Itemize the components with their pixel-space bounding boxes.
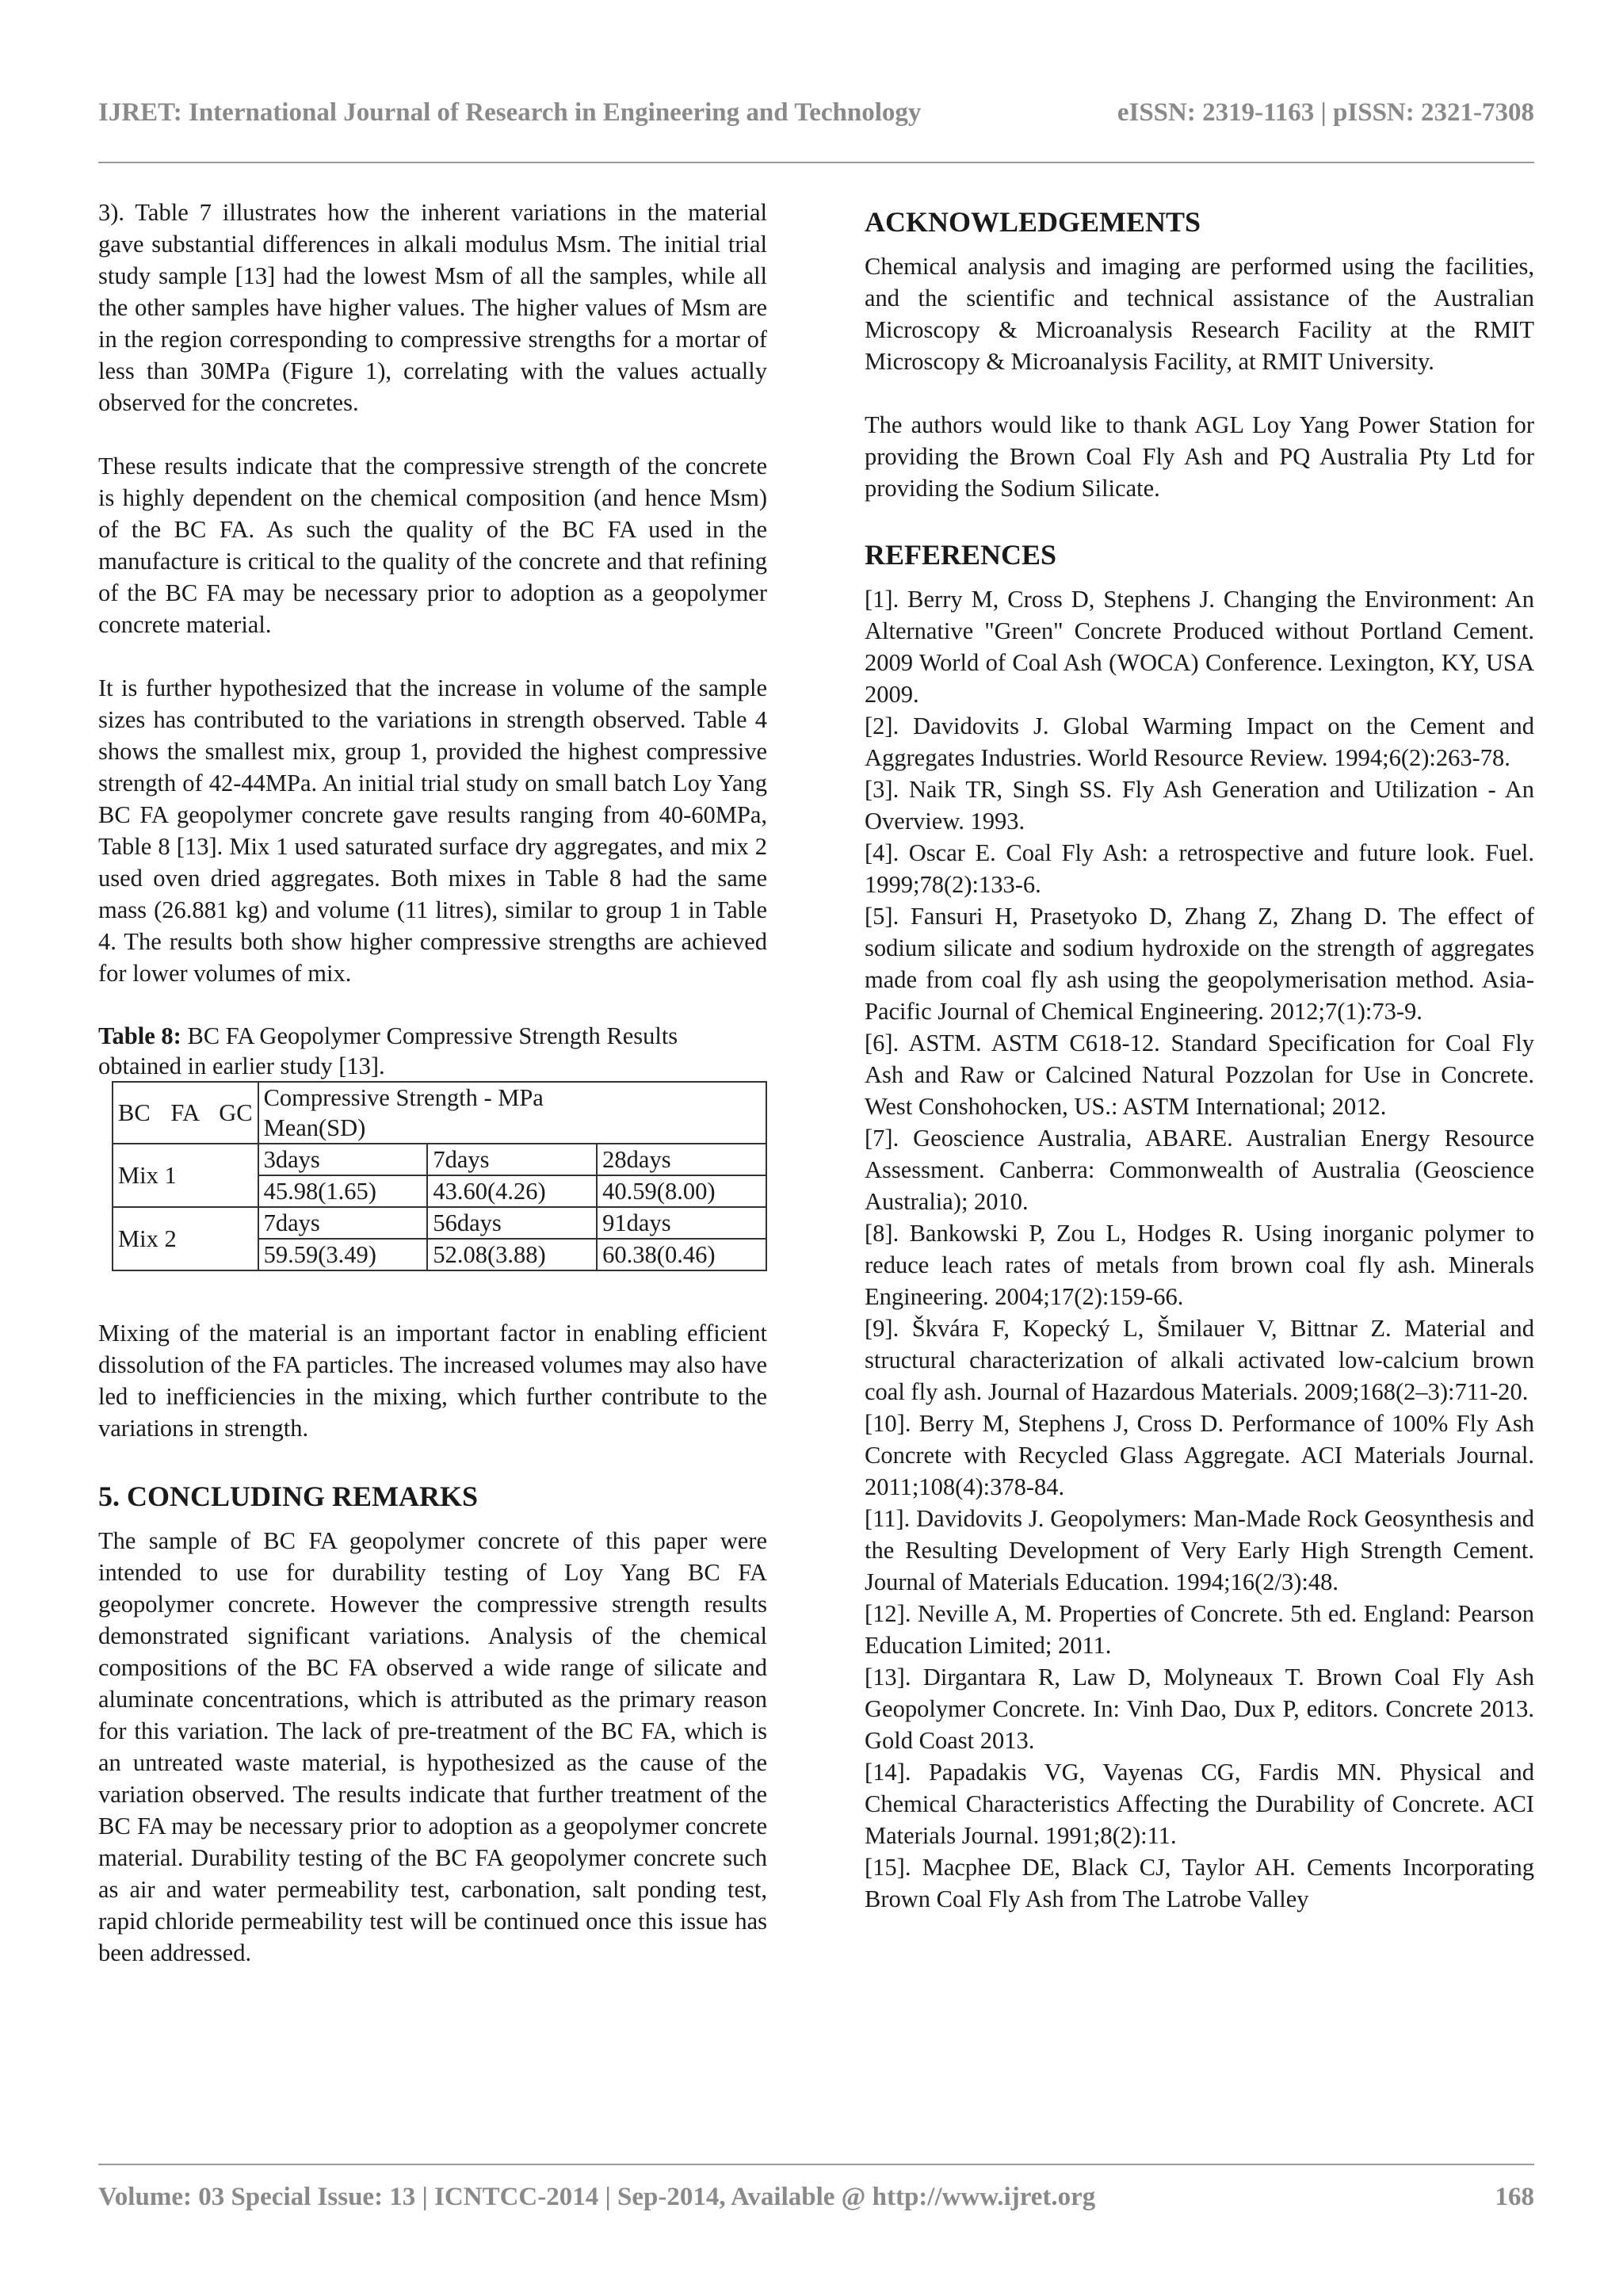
reference-item: [8]. Bankowski P, Zou L, Hodges R. Using inorganic polymer to reduce leach rates of metals from brown coal fly ash. Minerals Engineering. 2004;17(2):159-66.	[865, 1220, 1534, 1310]
reference-item: [1]. Berry M, Cross D, Stephens J. Changing the Environment: An Alternative "Green" Concrete Produced without Portland Cement. 2009 World of Coal Ash (WOCA) Conference. Lexington, KY, USA 2009.	[865, 586, 1534, 708]
mix2-label: Mix 2	[113, 1207, 258, 1270]
strength-table	[112, 1081, 767, 1271]
table-cell: 7days	[427, 1144, 597, 1175]
reference-item: [11]. Davidovits J. Geopolymers: Man-Made Rock Geosynthesis and the Resulting Development of Very Early High Strength Cement. Journal of Materials Education. 1994;16(2/3):48.	[865, 1505, 1534, 1595]
issn: eISSN: 2319-1163 | pISSN: 2321-7308	[1117, 98, 1534, 127]
table-cell: 56days	[427, 1207, 597, 1239]
left-column	[98, 197, 767, 1969]
reference-item: [4]. Oscar E. Coal Fly Ash: a retrospective and future look. Fuel. 1999;78(2):133-6.	[865, 839, 1534, 898]
section-heading-concluding: 5. CONCLUDING REMARKS	[98, 1480, 479, 1512]
table-cell: 7days	[258, 1207, 428, 1239]
footer-volume: Volume: 03 Special Issue: 13 | ICNTCC-2014 | Sep-2014, Available @ http://www.ijret.org	[98, 2183, 1096, 2211]
reference-item: [3]. Naik TR, Singh SS. Fly Ash Generation and Utilization - An Overview. 1993.	[865, 776, 1534, 835]
table-cell: 52.08(3.88)	[427, 1239, 597, 1270]
reference-item: [14]. Papadakis VG, Vayenas CG, Fardis MN. Physical and Chemical Characteristics Affecting the Durability of Concrete. ACI Materials Journal. 1991;8(2):11.	[865, 1759, 1534, 1849]
table-caption-line2: obtained in earlier study [13].	[98, 1052, 385, 1079]
paragraph: Mixing of the material is an important factor in enabling efficient dissolution of the FA particles. The increased volumes may also have led to inefficiencies in the mixing, which further contribute to the variations in strength.	[98, 1320, 767, 1442]
table-cell: 60.38(0.46)	[597, 1239, 766, 1270]
table-caption-text: BC FA Geopolymer Compressive Strength Results	[187, 1022, 678, 1049]
reference-item: [6]. ASTM. ASTM C618-12. Standard Specification for Coal Fly Ash and Raw or Calcined Natural Pozzolan for Use in Concrete. West Conshohocken, US.: ASTM International; 2012.	[865, 1030, 1534, 1120]
table-cell: 3days	[258, 1144, 428, 1175]
footer-rule	[98, 2164, 1534, 2165]
reference-item: [10]. Berry M, Stephens J, Cross D. Performance of 100% Fly Ash Concrete with Recycled Glass Aggregate. ACI Materials Journal. 2011;108(4):378-84.	[865, 1410, 1534, 1500]
paragraph: 3). Table 7 illustrates how the inherent variations in the material gave substantial differences in alkali modulus Msm. The initial trial study sample [13] had the lowest Msm of all the samples, while all the other samples have higher values. The higher values of Msm are in the region corresponding to compressive strengths for a mortar of less than 30MPa (Figure 1), correlating with the values actually observed for the concretes.	[98, 199, 767, 416]
table-head-group: BC FA GC	[113, 1082, 258, 1144]
reference-item: [7]. Geoscience Australia, ABARE. Australian Energy Resource Assessment. Canberra: Commonwealth of Australia (Geoscience Australia); 2010.	[865, 1125, 1534, 1215]
table-head-strength: Compressive Strength - MPa Mean(SD)	[258, 1082, 766, 1144]
reference-list	[865, 583, 1534, 1915]
table-cell: 43.60(4.26)	[427, 1175, 597, 1207]
reference-item: [2]. Davidovits J. Global Warming Impact on the Cement and Aggregates Industries. World Resource Review. 1994;6(2):263-78.	[865, 712, 1534, 771]
table-caption-label: Table 8:	[98, 1022, 181, 1049]
table-cell: 91days	[597, 1207, 766, 1239]
table-cell: 40.59(8.00)	[597, 1175, 766, 1207]
reference-item: [13]. Dirgantara R, Law D, Molyneaux T. Brown Coal Fly Ash Geopolymer Concrete. In: Vinh Dao, Dux P, editors. Concrete 2013. Gold Coast 2013.	[865, 1664, 1534, 1754]
header-rule	[98, 162, 1534, 163]
right-column	[865, 197, 1534, 1915]
paragraph: The sample of BC FA geopolymer concrete of this paper were intended to use for durability testing of Loy Yang BC FA geopolymer concrete. However the compressive strength results demonstrated significant variations. Analysis of the chemical compositions of the BC FA observed a wide range of silicate and aluminate concentrations, which is attributed as the primary reason for this variation. The lack of pre-treatment of the BC FA, which is an untreated waste material, is hypothesized as the cause of the variation observed. The results indicate that further treatment of the BC FA may be necessary prior to adoption as a geopolymer concrete material. Durability testing of the BC FA geopolymer concrete such as air and water permeability test, carbonation, salt ponding test, rapid chloride permeability test will be continued once this issue has been addressed.	[98, 1527, 767, 1966]
reference-item: [9]. Škvára F, Kopecký L, Šmilauer V, Bittnar Z. Material and structural characterization of alkali activated low-calcium brown coal fly ash. Journal of Hazardous Materials. 2009;168(2–3):711-20.	[865, 1315, 1534, 1405]
paragraph: It is further hypothesized that the increase in volume of the sample sizes has contributed to the variations in strength observed. Table 4 shows the smallest mix, group 1, provided the highest compressive strength of 42-44MPa. An initial trial study on small batch Loy Yang BC FA geopolymer concrete gave results ranging from 40-60MPa, Table 8 [13]. Mix 1 used saturated surface dry aggregates, and mix 2 used oven dried aggregates. Both mixes in Table 8 had the same mass (26.881 kg) and volume (11 litres), similar to group 1 in Table 4. The results both show higher compressive strengths are achieved for lower volumes of mix.	[98, 674, 767, 987]
reference-item: [15]. Macphee DE, Black CJ, Taylor AH. Cements Incorporating Brown Coal Fly Ash from The Latrobe Valley	[865, 1854, 1534, 1912]
table-cell: 45.98(1.65)	[258, 1175, 428, 1207]
paragraph: Chemical analysis and imaging are performed using the facilities, and the scientific and technical assistance of the Australian Microscopy & Microanalysis Research Facility at the RMIT Microscopy & Microanalysis Facility, at RMIT University.	[865, 253, 1534, 375]
reference-item: [12]. Neville A, M. Properties of Concrete. 5th ed. England: Pearson Education Limited; 2011.	[865, 1600, 1534, 1659]
table-cell: 28days	[597, 1144, 766, 1175]
journal-title: IJRET: International Journal of Research in Engineering and Technology	[98, 98, 922, 127]
section-heading-references: REFERENCES	[865, 539, 1057, 571]
paragraph: The authors would like to thank AGL Loy Yang Power Station for providing the Brown Coal Fly Ash and PQ Australia Pty Ltd for providing the Sodium Silicate.	[865, 411, 1534, 502]
page-number: 168	[1495, 2183, 1534, 2211]
table-cell: 59.59(3.49)	[258, 1239, 428, 1270]
mix1-label: Mix 1	[113, 1144, 258, 1207]
reference-item: [5]. Fansuri H, Prasetyoko D, Zhang Z, Zhang D. The effect of sodium silicate and sodium hydroxide on the strength of aggregates made from coal fly ash using the geopolymerisation method. Asia-Pacific Journal of Chemical Engineering. 2012;7(1):73-9.	[865, 903, 1534, 1025]
table-caption	[98, 1021, 767, 1081]
section-heading-acknowledgements: ACKNOWLEDGEMENTS	[865, 206, 1201, 238]
paragraph: These results indicate that the compressive strength of the concrete is highly dependent on the chemical composition (and hence Msm) of the BC FA. As such the quality of the BC FA used in the manufacture is critical to the quality of the concrete and that refining of the BC FA may be necessary prior to adoption as a geopolymer concrete material.	[98, 453, 767, 638]
